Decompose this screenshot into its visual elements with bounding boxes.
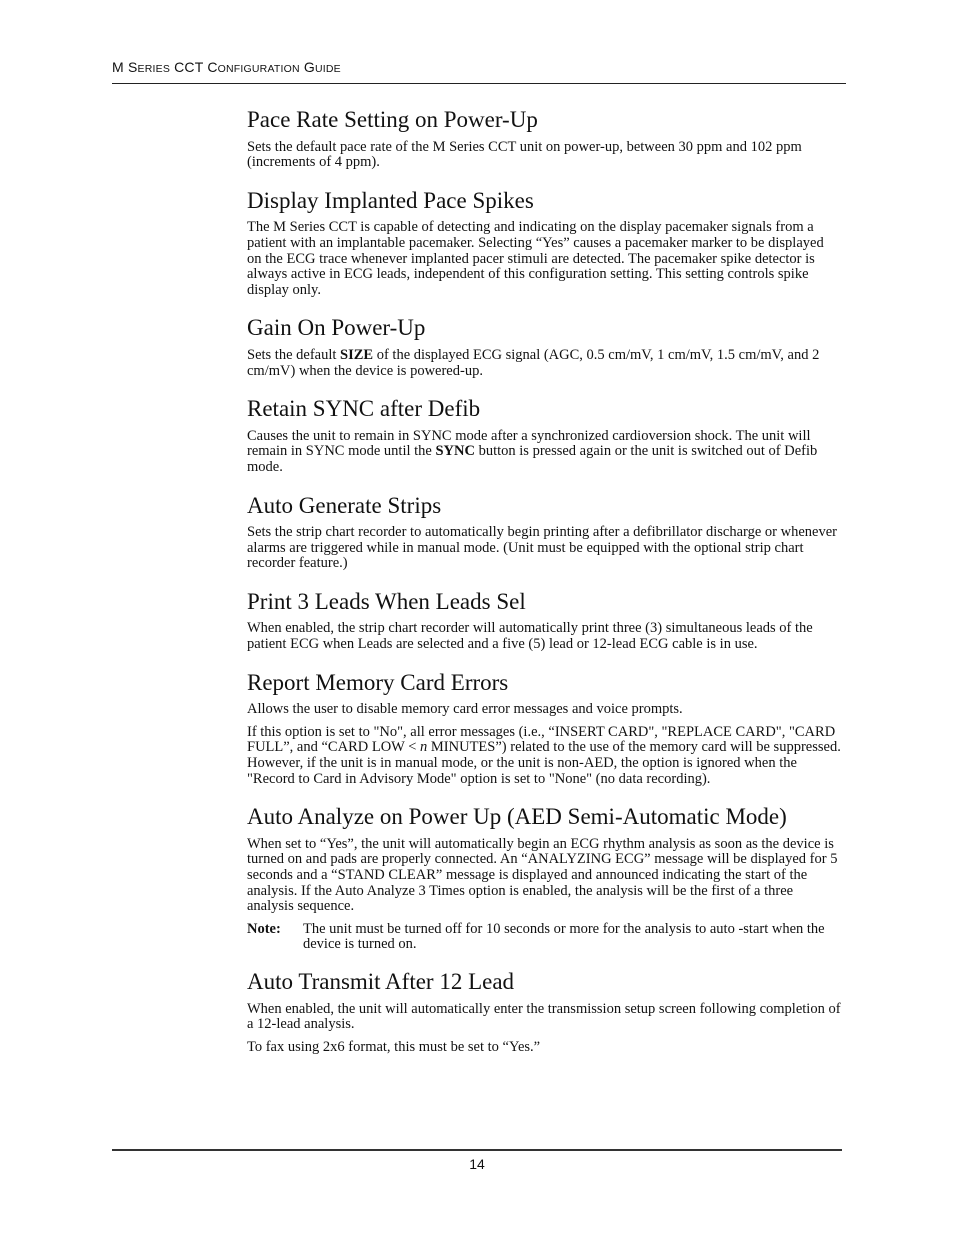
memory-card-text-italic: n [420,739,428,756]
section-body-print-leads: When enabled, the strip chart recorder will automatically print three (3) simultaneous leads of the patient ECG when Leads are selected and a five (5) lead or 12-lead ECG cable is in use. [247,620,813,653]
retain-sync-text-post: button is pressed again or the unit is switched out of Defib mode. [247,443,818,475]
section-title-retain-sync: Retain SYNC after Defib [247,396,481,422]
page-number: 14 [469,1156,485,1172]
section-title-print-leads: Print 3 Leads When Leads Sel [247,588,526,614]
header-smallcaps-eries: ERIES [137,63,171,75]
section-body-memory-card-2 [247,725,841,787]
header-smallcaps-uide: UIDE [314,63,341,75]
memory-card-text-pre: If this option is set to "No", all error messages (i.e., “INSERT CARD", "REPLACE CARD", "CARD FULL”, and “CARD LOW < [247,723,836,756]
note-text: The unit must be turned off for 10 seconds or more for the analysis to auto -start when the device is turned on. [303,920,825,953]
note-auto-analyze [247,922,841,953]
gain-text-bold: SIZE [340,346,374,363]
page-content [247,106,841,1062]
gain-text-post: of the displayed ECG signal (AGC, 0.5 cm/mV, 1 cm/mV, 1.5 cm/mV, and 2 cm/mV) when the device is powered-up. [247,346,820,379]
running-header [112,59,846,75]
section-body-auto-analyze: When set to “Yes”, the unit will automatically begin an ECG rhythm analysis as soon as the device is turned on and pads are properly connected. An “ANALYZING ECG” message will be displayed for 5 seconds and a “STAND CLEAR” message is displayed and announced indicating the start of the analysis. If the Auto Analyze 3 Times option is enabled, the analysis will be the first of a three analysis sequence. [247,835,838,915]
section-title-implanted-spikes: Display Implanted Pace Spikes [247,187,534,213]
gain-text-pre: Sets the default [247,346,341,363]
note-label: Note: [247,920,281,937]
section-title-auto-analyze: Auto Analyze on Power Up (AED Semi-Automatic Mode) [247,804,787,830]
section-body-memory-card-1: Allows the user to disable memory card error messages and voice prompts. [247,701,683,718]
header-smallcaps-onfiguration: ONFIGURATION [217,63,300,75]
header-cap-s: S [127,59,138,75]
header-cap-c: C [207,59,218,75]
section-body-auto-transmit-1: When enabled, the unit will automatically enter the transmission setup screen following completion of a 12-lead analysis. [247,1000,841,1033]
retain-sync-text-pre: Causes the unit to remain in SYNC mode after a synchronized cardioversion shock. The unit will remain in SYNC mode until the [247,427,811,460]
section-title-auto-strips: Auto Generate Strips [247,492,442,518]
section-title-memory-card: Report Memory Card Errors [247,669,509,695]
section-body-auto-transmit-2: To fax using 2x6 format, this must be set to “Yes.” [247,1038,541,1055]
section-body-implanted-spikes: The M Series CCT is capable of detecting and indicating on the display pacemaker signals from a patient with an implantable pacemaker. Selecting “Yes” causes a pacemaker marker to be displayed on the ECG trace whenever implanted pacer stimuli are detected. The pacemaker spike detector is always active in ECG leads, independent of this configuration setting. This setting controls spike display only. [247,219,824,298]
section-title-gain: Gain On Power-Up [247,315,426,341]
section-title-pace-rate: Pace Rate Setting on Power-Up [247,107,538,132]
memory-card-text-post: MINUTES”) related to the use of the memory card will be suppressed. However, if the unit is in manual mode, or the unit is non-AED, the option is ignored when the "Record to Card in Advisory Mode" option is set to "None" (no data recording). [247,739,841,787]
header-cap-g: G [303,59,315,75]
header-word-m: M [112,59,124,75]
section-body-pace-rate: Sets the default pace rate of the M Series CCT unit on power-up, between 30 ppm and 102 ppm (increments of 4 ppm). [247,138,802,171]
section-body-retain-sync [247,429,841,476]
section-title-auto-transmit: Auto Transmit After 12 Lead [247,968,515,994]
header-word-cct: CCT [174,59,204,75]
header-rule [112,83,846,84]
section-body-auto-strips: Sets the strip chart recorder to automatically begin printing after a defibrillator discharge or whenever alarms are triggered while in manual mode. (Unit must be equipped with the optional strip chart recorder feature.) [247,524,837,572]
footer-rule [112,1149,842,1151]
section-body-gain [247,348,841,379]
retain-sync-text-bold: SYNC [435,443,475,460]
